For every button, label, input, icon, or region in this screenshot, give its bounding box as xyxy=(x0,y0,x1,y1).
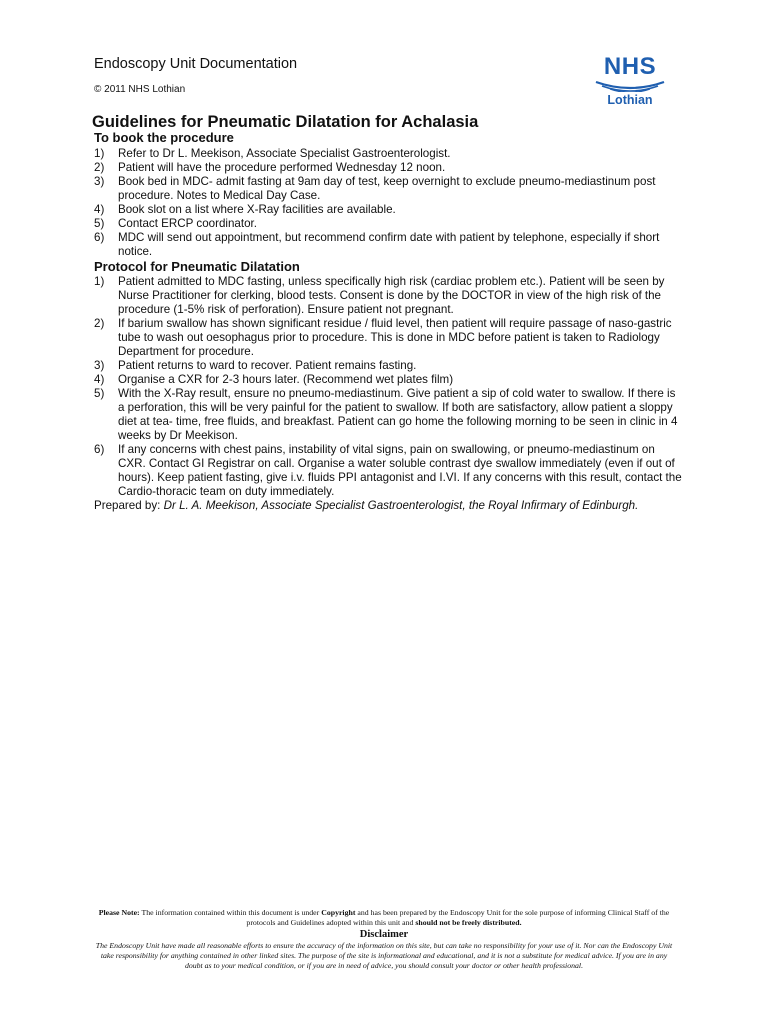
item-text: Book bed in MDC- admit fasting at 9am day of test, keep overnight to exclude pneumo-mediastinum post procedure. Notes to Medical Day Case. xyxy=(118,175,656,202)
footer xyxy=(92,908,676,971)
list-item xyxy=(94,203,684,217)
logo-swoosh-icon xyxy=(594,80,666,92)
item-text: Patient admitted to MDC fasting, unless specifically high risk (cardiac problem etc.). Patient will be seen by Nurse Practitioner for clerking, blood tests. Consent is done by the DOCTOR in view of the high risk of the procedure (1-5% risk of perforation). Ensure patient not pregnant. xyxy=(118,275,665,316)
item-text: Refer to Dr L. Meekison, Associate Specialist Gastroenterologist. xyxy=(118,147,451,160)
protocol-steps-list xyxy=(94,275,684,499)
item-text: Organise a CXR for 2-3 hours later. (Recommend wet plates film) xyxy=(118,373,454,386)
booking-steps-list xyxy=(94,147,684,259)
list-item xyxy=(94,275,684,317)
item-text: If barium swallow has shown significant residue / fluid level, then patient will require passage of naso-gastric tube to wash out oesophagus prior to procedure. This is done in MDC before patient is taken to Radiology Department for procedure. xyxy=(118,317,672,358)
note-copyright: Copyright xyxy=(321,908,356,917)
item-number: 5) xyxy=(94,217,105,230)
list-item xyxy=(94,387,684,443)
prepared-by xyxy=(94,499,654,513)
item-number: 2) xyxy=(94,317,105,330)
nhs-logo-mark: NHS xyxy=(603,53,657,80)
list-item xyxy=(94,443,684,499)
list-item xyxy=(94,359,684,373)
item-text: MDC will send out appointment, but recommend confirm date with patient by telephone, especially if short notice. xyxy=(118,231,660,258)
section-heading-booking: To book the procedure xyxy=(94,130,234,145)
item-text: Patient returns to ward to recover. Patient remains fasting. xyxy=(118,359,417,372)
item-text: Contact ERCP coordinator. xyxy=(118,217,257,230)
item-number: 4) xyxy=(94,373,105,386)
document-title: Guidelines for Pneumatic Dilatation for Achalasia xyxy=(92,113,479,131)
prepared-author: Dr L. A. Meekison, Associate Specialist Gastroenterologist, the Royal Infirmary of Edinburgh. xyxy=(163,499,639,512)
list-item xyxy=(94,317,684,359)
note-restriction: should not be freely distributed. xyxy=(415,918,522,927)
item-number: 6) xyxy=(94,443,105,456)
logo-subtitle: Lothian xyxy=(607,93,653,107)
item-number: 6) xyxy=(94,231,105,244)
list-item xyxy=(94,161,684,175)
item-text: If any concerns with chest pains, instability of vital signs, pain on swallowing, or pneumo-mediastinum on CXR. Contact GI Registrar on call. Organise a water soluble contrast dye swallow immediately (even if out of hours). Keep patient fasting, give i.v. fluids PPI antagonist and I.VI. If any concerns with this result, contact the Cardio-thoracic team on duty immediately. xyxy=(118,443,682,498)
item-number: 1) xyxy=(94,147,105,160)
item-text: With the X-Ray result, ensure no pneumo-mediastinum. Give patient a sip of cold water to swallow. If there is a perforation, this will be very painful for the patient to swallow. If both are satisfactory, allow patient a sloppy diet at tea- time, free fluids, and breakfast. Patient can go home the following morning to be seen in clinic in 4 weeks by Dr Meekison. xyxy=(118,387,678,442)
nhs-lothian-logo xyxy=(592,55,672,111)
note-text-2: and has been prepared by the Endoscopy Unit for the sole purpose of informing Clinical Staff of the protocols and Guidelines adopted within this unit and xyxy=(246,908,670,927)
disclaimer-text: The Endoscopy Unit have made all reasonable efforts to ensure the accuracy of the information on this site, but can take no responsibility for your use of it. Nor can the Endoscopy Unit take responsibility for anything contained in other linked sites. The purpose of the site is informational and educational, and it is not a substitute for medical advice. If you are in any doubt as to your medical condition, or if you are in need of advice, you should consult your doctor or other health professional. xyxy=(95,941,673,970)
note-label: Please Note: xyxy=(98,908,140,917)
note-text-1: The information contained within this document is under xyxy=(141,908,320,917)
item-number: 3) xyxy=(94,175,105,188)
item-number: 3) xyxy=(94,359,105,372)
item-number: 2) xyxy=(94,161,105,174)
list-item xyxy=(94,231,684,259)
copyright-line: © 2011 NHS Lothian xyxy=(94,84,186,95)
item-number: 1) xyxy=(94,275,105,288)
list-item xyxy=(94,175,684,203)
disclaimer-title: Disclaimer xyxy=(359,929,409,940)
item-number: 4) xyxy=(94,203,105,216)
prepared-label: Prepared by: xyxy=(94,499,161,512)
unit-title: Endoscopy Unit Documentation xyxy=(94,56,298,72)
item-text: Book slot on a list where X-Ray facilities are available. xyxy=(118,203,396,216)
section-heading-protocol: Protocol for Pneumatic Dilatation xyxy=(94,259,300,274)
item-number: 5) xyxy=(94,387,105,400)
list-item xyxy=(94,147,684,161)
list-item xyxy=(94,373,684,387)
item-text: Patient will have the procedure performed Wednesday 12 noon. xyxy=(118,161,446,174)
copyright-note xyxy=(92,908,676,928)
list-item xyxy=(94,217,684,231)
